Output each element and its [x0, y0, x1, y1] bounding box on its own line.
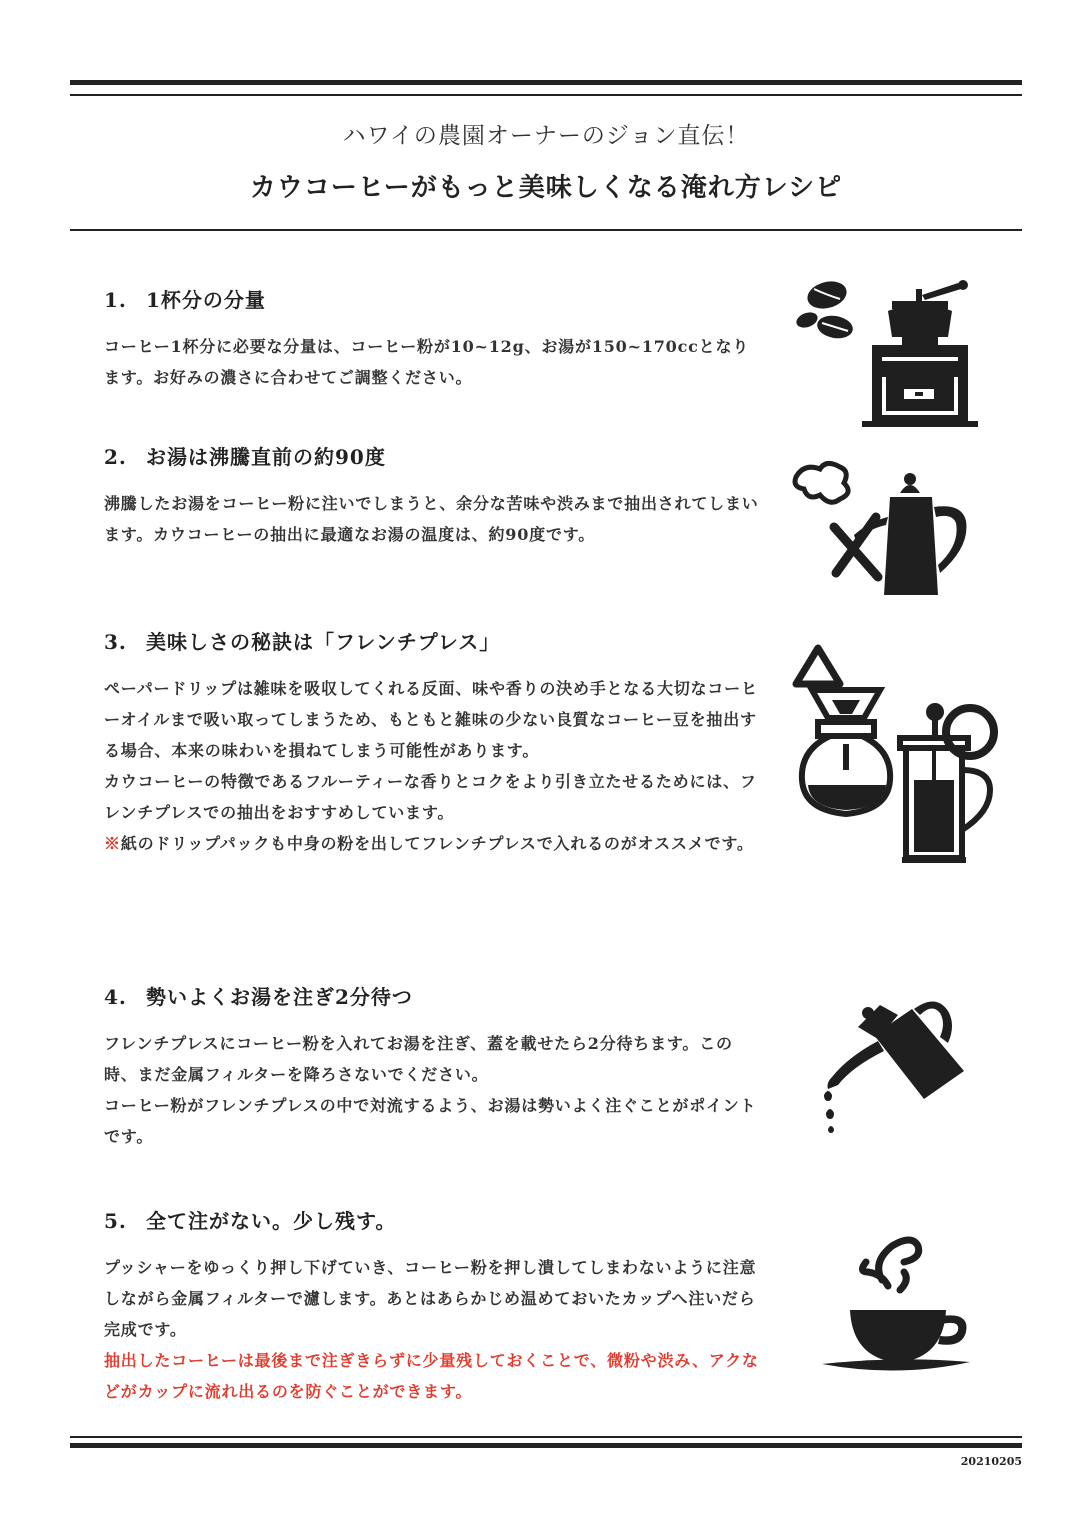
document-code: 20210205	[960, 1455, 1022, 1468]
section-body	[104, 488, 764, 550]
coffee-grinder-icon	[790, 275, 980, 430]
bottom-rule-thin	[70, 1436, 1022, 1438]
top-rule-thick	[70, 80, 1022, 85]
header-divider	[70, 229, 1022, 231]
paragraph: コーヒー1杯分に必要な分量は、コーヒー粉が10~12g、お湯が150~170ccとなります。お好みの濃さに合わせてご調整ください。	[104, 337, 750, 387]
note	[104, 828, 764, 859]
section-heading	[104, 284, 764, 313]
section-5	[104, 1205, 764, 1407]
section-number: 5.	[104, 1209, 127, 1233]
paragraph: プッシャーをゆっくり押し下げていき、コーヒー粉を押し潰してしまわないように注意しながら金属フィルターで濾します。あとはあらかじめ温めておいたカップへ注いだら完成です。	[104, 1258, 757, 1339]
section-title: お湯は沸騰直前の約90度	[146, 445, 386, 469]
highlight-paragraph: 抽出したコーヒーは最後まで注ぎきらずに少量残しておくことで、微粉や渋み、アクなどがカップに流れ出るのを防ぐことができます。	[104, 1351, 759, 1401]
paragraph: コーヒー粉がフレンチプレスの中で対流するよう、お湯は勢いよく注ぐことがポイントです。	[104, 1096, 757, 1146]
section-body	[104, 673, 764, 859]
section-3	[104, 626, 764, 859]
section-4	[104, 981, 764, 1152]
steaming-cup-icon	[818, 1232, 978, 1377]
section-number: 2.	[104, 445, 127, 469]
header-title: カウコーヒーがもっと美味しくなる淹れ方レシピ	[249, 173, 843, 203]
section-body	[104, 331, 764, 393]
paragraph: カウコーヒーの特徴であるフルーティーな香りとコクをより引き立たせるためには、フレンチプレスでの抽出をおすすめしています。	[104, 772, 757, 822]
section-heading	[104, 441, 764, 470]
bottom-rule-thick	[70, 1443, 1022, 1448]
section-heading	[104, 626, 764, 655]
note-mark: ※	[104, 834, 121, 853]
section-heading	[104, 1205, 764, 1234]
section-1	[104, 284, 764, 393]
dripper-vs-french-press-icon	[790, 640, 1005, 870]
pouring-kettle-icon	[818, 995, 973, 1135]
section-title: 美味しさの秘訣は「フレンチプレス」	[146, 630, 501, 654]
section-number: 4.	[104, 985, 127, 1009]
top-rule-thin	[70, 94, 1022, 96]
section-title: 全て注がない。少し残す。	[146, 1209, 397, 1233]
section-body	[104, 1252, 764, 1407]
section-heading	[104, 981, 764, 1010]
section-number: 3.	[104, 630, 127, 654]
section-2	[104, 441, 764, 550]
paragraph: フレンチプレスにコーヒー粉を入れてお湯を注ぎ、蓋を載せたら2分待ちます。この時、まだ金属フィルターを降ろさないでください。	[104, 1034, 733, 1084]
header-subtitle: ハワイの農園オーナーのジョン直伝！	[342, 123, 750, 149]
paragraph: ペーパードリップは雑味を吸収してくれる反面、味や香りの決め手となる大切なコーヒーオイルまで吸い取ってしまうため、もともと雑味の少ない良質なコーヒー豆を抽出する場合、本来の味わいを損ねてしまう可能性があります。	[104, 679, 758, 760]
section-number: 1.	[104, 288, 127, 312]
paragraph: 沸騰したお湯をコーヒー粉に注いでしまうと、余分な苦味や渋みまで抽出されてしまいます。カウコーヒーの抽出に最適なお湯の温度は、約90度です。	[104, 494, 759, 544]
section-title: 1杯分の分量	[146, 288, 266, 312]
kettle-not-boiling-icon	[790, 455, 980, 605]
section-title: 勢いよくお湯を注ぎ2分待つ	[146, 985, 413, 1009]
section-body	[104, 1028, 764, 1152]
note-text: 紙のドリップパックも中身の粉を出してフレンチプレスで入れるのがオススメです。	[120, 834, 754, 853]
